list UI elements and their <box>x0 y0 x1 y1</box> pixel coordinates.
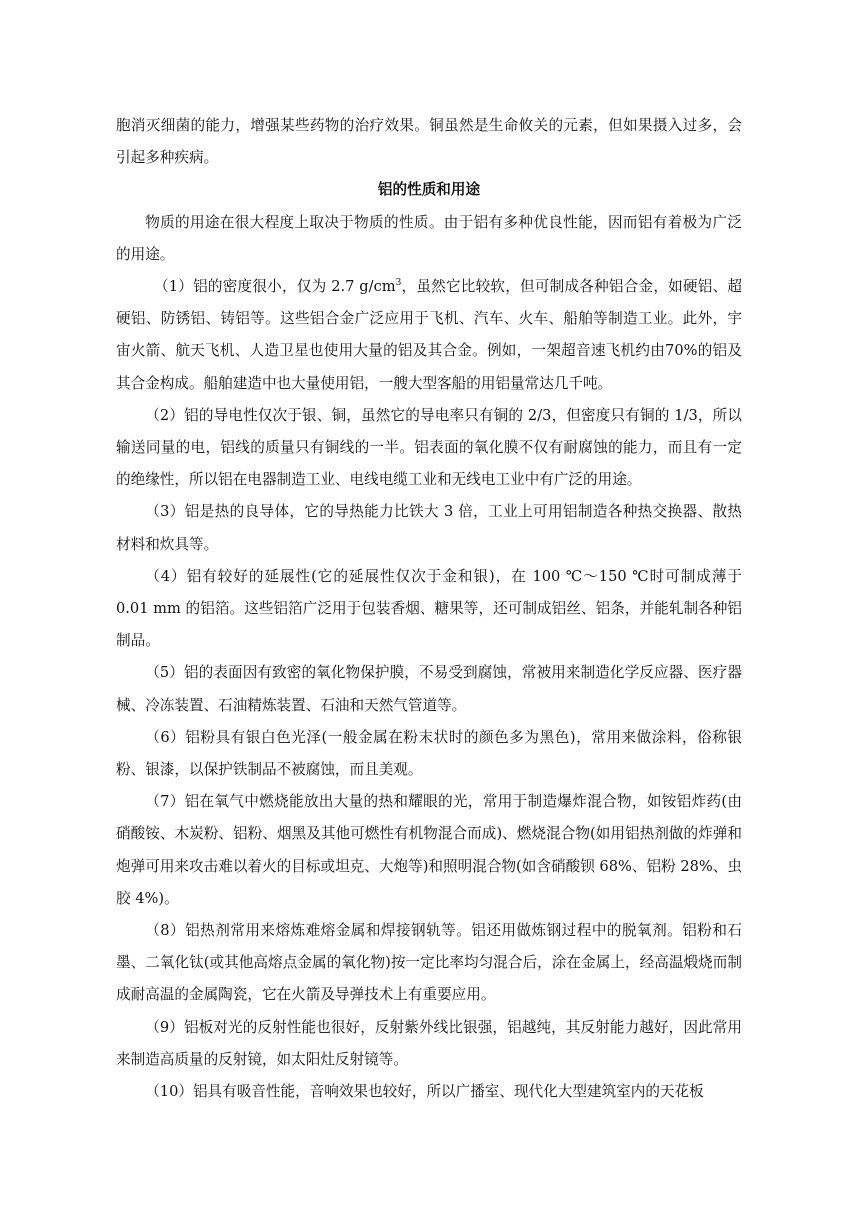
item-1-paragraph <box>116 271 742 400</box>
item-2-paragraph: （2）铝的导电性仅次于银、铜，虽然它的导电率只有铜的 2/3，但密度只有铜的 1/3，所以输送同量的电，铝线的质量只有铜线的一半。铝表面的氧化膜不仅有耐腐蚀的能力，而且有一定的绝缘性，所以铝在电器制造工业、电线电缆工业和无线电工业中有广泛的用途。 <box>116 406 742 489</box>
item-1-text-a: （1）铝的密度很小，仅为 2.7 g/cm <box>153 278 396 296</box>
item-10-paragraph: （10）铝具有吸音性能，音响效果也较好，所以广播室、现代化大型建筑室内的天花板 <box>145 1083 704 1101</box>
item-8-paragraph: （8）铝热剂常用来熔炼难熔金属和焊接钢轨等。铝还用做炼钢过程中的脱氧剂。铝粉和石墨、二氧化钛(或其他高熔点金属的氧化物)按一定比率均匀混合后，涂在金属上，经高温煅烧而制成耐高温的金属陶瓷，它在火箭及导弹技术上有重要应用。 <box>116 922 742 1004</box>
section-title: 铝的性质和用途 <box>377 181 481 199</box>
item-9-paragraph: （9）铝板对光的反射性能也很好，反射紫外线比银强，铝越纯，其反射能力越好，因此常用来制造高质量的反射镜，如太阳灶反射镜等。 <box>116 1018 742 1068</box>
document-body <box>116 110 742 1108</box>
item-6-paragraph: （6）铝粉具有银白色光泽(一般金属在粉末状时的颜色多为黑色)，常用来做涂料，俗称银粉、银漆，以保护铁制品不被腐蚀，而且美观。 <box>116 728 742 779</box>
item-5-paragraph: （5）铝的表面因有致密的氧化物保护膜，不易受到腐蚀，常被用来制造化学反应器、医疗器械、冷冻装置、石油精炼装置、石油和天然气管道等。 <box>116 664 742 714</box>
item-1-text-b: ，虽然它比较软，但可制成各种铝合金，如硬铝、超硬铝、防锈铝、铸铝等。这些铝合金广泛应用于飞机、汽车、火车、船舶等制造工业。此外，宇宙火箭、航天飞机、人造卫星也使用大量的铝及其合金。例如，一架超音速飞机约由70%的铝及其合金构成。船舶建造中也大量使用铝，一艘大型客船的用铝量常达几千吨。 <box>116 278 742 392</box>
item-3-paragraph: （3）铝是热的良导体，它的导热能力比铁大 3 倍，工业上可用铝制造各种热交换器、散热材料和炊具等。 <box>116 503 742 553</box>
lead-paragraph: 物质的用途在很大程度上取决于物质的性质。由于铝有多种优良性能，因而铝有着极为广泛的用途。 <box>116 213 742 263</box>
item-7-paragraph: （7）铝在氧气中燃烧能放出大量的热和耀眼的光，常用于制造爆炸混合物，如铵铝炸药(由硝酸铵、木炭粉、铝粉、烟黑及其他可燃性有机物混合而成)、燃烧混合物(如用铝热剂做的炸弹和炮弹可用来攻击难以着火的目标或坦克、大炮等)和照明混合物(如含硝酸钡 68%、铝粉 28%、虫胶 4%)。 <box>116 793 742 907</box>
intro-paragraph: 胞消灭细菌的能力，增强某些药物的治疗效果。铜虽然是生命攸关的元素，但如果摄入过多，会引起多种疾病。 <box>116 117 742 167</box>
item-1-superscript: 3 <box>395 278 402 289</box>
item-4-paragraph: （4）铝有较好的延展性(它的延展性仅次于金和银)，在 100 ℃～150 ℃时可制成薄于 0.01 mm 的铝箔。这些铝箔广泛用于包装香烟、糖果等，还可制成铝丝、铝条，并能轧制各种铝制品。 <box>116 567 742 650</box>
